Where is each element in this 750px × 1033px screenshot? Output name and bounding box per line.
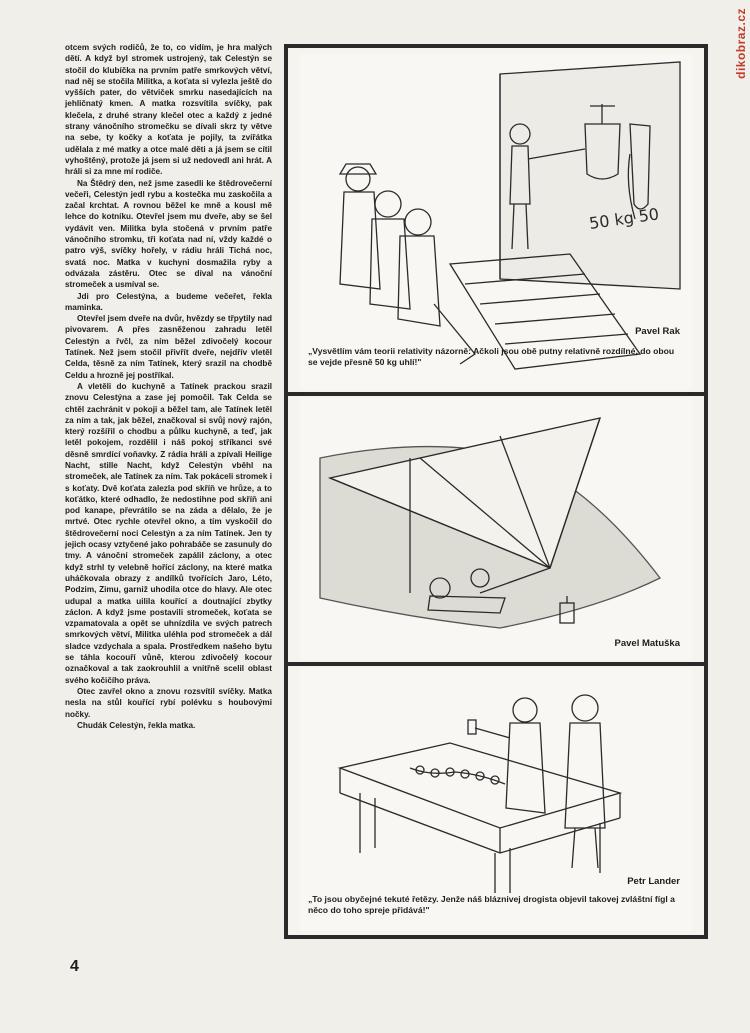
article-paragraph: otcem svých rodičů, že to, co vidím, je hra malých dětí. A když byl stromek ustrojený, tak Celestýn se stočil do klubíčka na prvním patře smrkových větví, nad něj se stočila Militka, a koťata si vylezla ještě do vyšších pater, do větviček smrku nasedajících na jehličnatý kmen. A matka rozsvítila svíčky, pak klečela, z druhé strany klečel otec a každý z jedné strany vánočního stromečku se dívali skrz ty větve na sebe, ty kočky a koťata je pojily, ta zvířátka udělala z mé matky a otce malé děti a já jsem se cítil vyhoštěný, protože já jsem si už nedovedl ani hrát. A hráli si za mne mí rodiče.: [65, 43, 272, 177]
panel-divider: [288, 662, 704, 666]
article-paragraph: Jdi pro Celestýna, a budeme večeřet, řekla maminka.: [65, 291, 272, 312]
cartoon-panel-umbrella: [300, 398, 692, 660]
article-paragraph: A vletěli do kuchyně a Tatínek prackou srazil znovu Celestýna a zase jej pomočil. Tak Celda se chtěl zachránit v pokoji a běžel tam, ale Tatínek letěl za ním a tak, jak běžel, značkoval si svůj nový rajón, který rozšířil o chodbu a půlku kuchyně, a teď, jak letěl pokojem, rozdělil i náš pokoj stříkanci své děsně smrdící voňavky. Z rádia hráli a zpívali Heilige Nacht, stille Nacht, když Celestýn vběhl na stromeček, ale Tatínek za ním. Tak pokáceli stromek i s koťaty. Dvě koťata zalezla pod skříň ve hrůze, a to koťátko, které odhadlo, že nedostihne pod skříň ani pod kanape, převrátilo se na záda a dělalo, že je mrtvé. Otec rychle otevřel okno, a tím vyskočil do štědrovečerní noci Celestýn a za ním Tatínek. Jen ty jejich ocasy vztyčené jako pohrabáče se zasunuly do tmy. A vánoční stromeček zapálil záclony, a otec když strhl ty velebně hořící záclony, na které matka uháčkovala obrazy z andílků tvořících Jaro, Léto, Podzim, Zimu, garniž uhodila otce do hlavy. Ale otec udupal a matka uilila kouřící a doutnající zbytky záclon. A když jsme postavili stromeček, koťata se vzpamatovala a opět se uhnízdila ve svých patrech smrkových větví, Militka uléhla pod stromeček a dál sladce vzdychala a spala. Prostředkem našeho bytu se táhla kocouří vůně, kterou zdivočelý kocour označkoval a tak zaokrouhlil a vnitřně scelil oblast svého kočičího práva.: [65, 381, 272, 685]
watermark: dikobraz.cz: [734, 8, 748, 79]
cartoon-drawing-relativity: [300, 54, 692, 390]
page-number: 4: [70, 958, 79, 975]
article-column: [65, 42, 272, 731]
artist-credit: Pavel Rak: [635, 326, 680, 337]
article-paragraph: Otec zavřel okno a znovu rozsvítil svíčky. Matka nesla na stůl kouřící rybí polévku s houbovými nočky.: [65, 686, 272, 719]
cartoon-drawing-chains: [300, 668, 692, 931]
cartoon-panel-relativity: [300, 54, 692, 390]
artist-credit: Petr Lander: [627, 876, 680, 887]
artist-credit: Pavel Matuška: [614, 638, 680, 649]
cartoon-panel-chains: [300, 668, 692, 931]
panel-divider: [288, 392, 704, 396]
cartoon-caption: „Vysvětlím vám teorii relativity názorně: Ačkoli jsou obě putny relativně rozdílné, do obou se vejde přesně 50 kg uhlí!": [308, 346, 675, 367]
article-paragraph: Otevřel jsem dveře na dvůr, hvězdy se třpytily nad pivovarem. A přes zasněženou zahradu letěl Celestýn a řvčl, za ním běžel zdivočelý kocour Tatínek. Než jsem stočil přivřít dveře, nejdřív vletěl Celda, těsně za ním Tatínek, který srazil na chodbě Celdu a hrozně jej postříkal.: [65, 314, 272, 380]
cartoon-caption: „To jsou obyčejné tekuté řetězy. Jenže náš bláznivej drogista objevil takovej zvláštní fígl a něco do toho spreje přidává!": [308, 894, 675, 915]
cartoon-drawing-umbrella: [300, 398, 692, 660]
cartoon-frame: [284, 44, 708, 939]
article-paragraph: Na Štědrý den, než jsme zasedli ke štědrovečerní večeři, Celestýn jedl rybu a kostečka mu zaskočila a začal krchtat. A rovnou běžel ke mně a kousl mě lehce do kotníku. Otevřel jsem mu dveře, aby se šel vydávit ven. Militka byla stočená v prvním patře vánočního stromku, tři koťata nad ní, vždy každé o patro výš, svíčky hořely, v rádiu hráli Tichá noc, svatá noc. Matka v kuchyni dosmažila ryby a odvázala zástěru. Otec se díval na vánoční stromeček a usmíval se.: [65, 178, 272, 290]
article-paragraph: Chudák Celestýn, řekla matka.: [77, 720, 196, 730]
board-text: 50 kg 50: [587, 204, 661, 233]
